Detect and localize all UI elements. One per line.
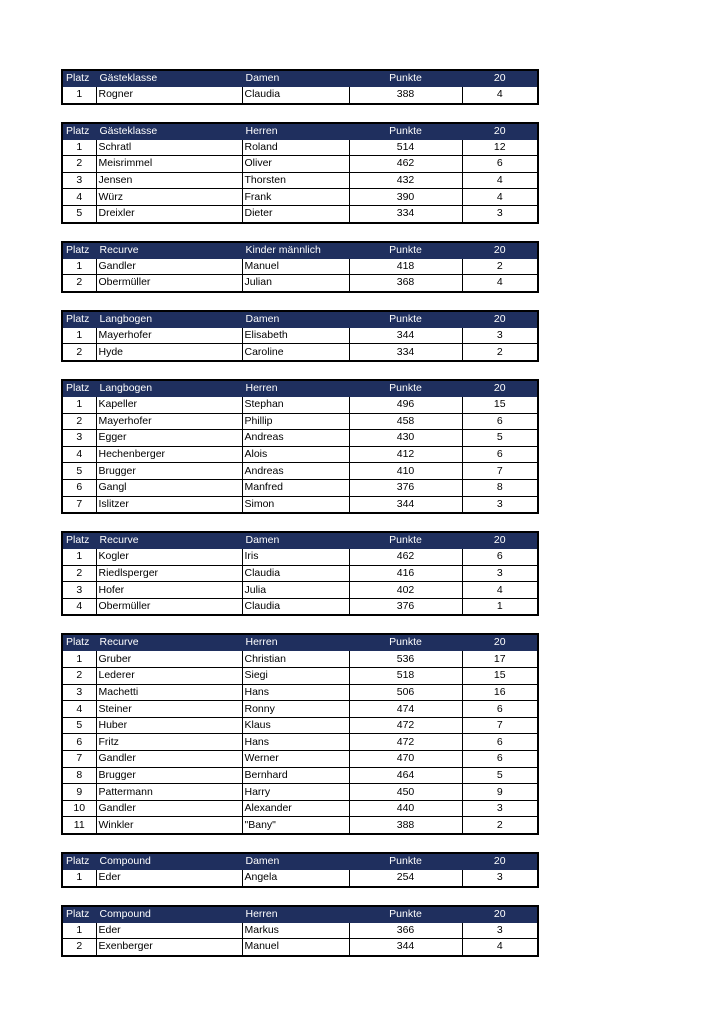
- first-name-cell: Ronny: [242, 701, 349, 718]
- count-header: 20: [462, 123, 538, 140]
- rank-cell: 11: [62, 817, 96, 834]
- last-name-cell: Obermüller: [96, 275, 242, 292]
- rank-cell: 7: [62, 751, 96, 768]
- results-table: [61, 852, 539, 888]
- count-header: 20: [462, 906, 538, 923]
- count-header: 20: [462, 853, 538, 870]
- last-name-cell: Gandler: [96, 751, 242, 768]
- first-name-cell: Harry: [242, 784, 349, 801]
- first-name-cell: Alois: [242, 446, 349, 463]
- table-header-row: [62, 380, 538, 397]
- last-name-cell: Eder: [96, 870, 242, 887]
- count-cell: 9: [462, 784, 538, 801]
- table-header-row: [62, 311, 538, 328]
- count-cell: 15: [462, 668, 538, 685]
- points-cell: 412: [349, 446, 462, 463]
- group-spacer: [61, 888, 537, 905]
- first-name-cell: Frank: [242, 189, 349, 206]
- table-row: [62, 817, 538, 834]
- points-cell: 418: [349, 258, 462, 275]
- points-header: Punkte: [349, 242, 462, 259]
- points-cell: 474: [349, 701, 462, 718]
- table-row: [62, 651, 538, 668]
- rank-cell: 8: [62, 767, 96, 784]
- table-row: [62, 582, 538, 599]
- points-header: Punkte: [349, 532, 462, 549]
- last-name-cell: Hyde: [96, 344, 242, 361]
- points-cell: 464: [349, 767, 462, 784]
- count-cell: 4: [462, 172, 538, 189]
- points-cell: 366: [349, 922, 462, 939]
- count-cell: 2: [462, 258, 538, 275]
- points-header: Punkte: [349, 311, 462, 328]
- table-row: [62, 139, 538, 156]
- count-cell: 3: [462, 565, 538, 582]
- table-row: [62, 684, 538, 701]
- rank-cell: 5: [62, 463, 96, 480]
- results-table: [61, 69, 539, 105]
- table-row: [62, 668, 538, 685]
- group-spacer: [61, 224, 537, 241]
- count-cell: 4: [462, 87, 538, 104]
- class-header: Damen: [242, 311, 349, 328]
- points-header: Punkte: [349, 380, 462, 397]
- class-header: Damen: [242, 70, 349, 87]
- table-row: [62, 430, 538, 447]
- points-cell: 472: [349, 734, 462, 751]
- first-name-cell: Elisabeth: [242, 327, 349, 344]
- table-row: [62, 189, 538, 206]
- points-header: Punkte: [349, 853, 462, 870]
- count-cell: 6: [462, 734, 538, 751]
- count-cell: 4: [462, 939, 538, 956]
- first-name-cell: Claudia: [242, 87, 349, 104]
- group-spacer: [61, 616, 537, 633]
- table-row: [62, 172, 538, 189]
- table-header-row: [62, 853, 538, 870]
- rank-cell: 1: [62, 549, 96, 566]
- count-cell: 6: [462, 156, 538, 173]
- last-name-cell: Pattermann: [96, 784, 242, 801]
- points-cell: 254: [349, 870, 462, 887]
- last-name-cell: Kapeller: [96, 396, 242, 413]
- table-row: [62, 205, 538, 222]
- platz-header: Platz: [62, 532, 96, 549]
- last-name-cell: Lederer: [96, 668, 242, 685]
- points-header: Punkte: [349, 906, 462, 923]
- platz-header: Platz: [62, 380, 96, 397]
- table-row: [62, 156, 538, 173]
- count-cell: 1: [462, 598, 538, 615]
- first-name-cell: Andreas: [242, 463, 349, 480]
- rank-cell: 3: [62, 430, 96, 447]
- last-name-cell: Obermüller: [96, 598, 242, 615]
- first-name-cell: Markus: [242, 922, 349, 939]
- group-spacer: [61, 105, 537, 122]
- rank-cell: 1: [62, 327, 96, 344]
- class-header: Herren: [242, 906, 349, 923]
- count-cell: 3: [462, 327, 538, 344]
- table-row: [62, 549, 538, 566]
- last-name-cell: Gangl: [96, 479, 242, 496]
- table-header-row: [62, 532, 538, 549]
- last-name-cell: Egger: [96, 430, 242, 447]
- points-cell: 462: [349, 156, 462, 173]
- last-name-cell: Brugger: [96, 767, 242, 784]
- points-cell: 462: [349, 549, 462, 566]
- rank-cell: 5: [62, 717, 96, 734]
- table-row: [62, 784, 538, 801]
- table-row: [62, 767, 538, 784]
- results-table: [61, 905, 539, 957]
- count-cell: 3: [462, 800, 538, 817]
- rank-cell: 3: [62, 582, 96, 599]
- first-name-cell: Julia: [242, 582, 349, 599]
- results-table: [61, 633, 539, 835]
- table-row: [62, 922, 538, 939]
- category-header: Langbogen: [96, 311, 242, 328]
- points-header: Punkte: [349, 70, 462, 87]
- points-cell: 518: [349, 668, 462, 685]
- group-spacer: [61, 362, 537, 379]
- table-row: [62, 939, 538, 956]
- count-cell: 3: [462, 205, 538, 222]
- category-header: Recurve: [96, 532, 242, 549]
- table-row: [62, 717, 538, 734]
- table-row: [62, 87, 538, 104]
- points-cell: 536: [349, 651, 462, 668]
- rank-cell: 6: [62, 479, 96, 496]
- rank-cell: 1: [62, 258, 96, 275]
- category-header: Gästeklasse: [96, 70, 242, 87]
- points-cell: 334: [349, 344, 462, 361]
- results-table: [61, 379, 539, 514]
- rank-cell: 9: [62, 784, 96, 801]
- points-cell: 496: [349, 396, 462, 413]
- class-header: Kinder männlich: [242, 242, 349, 259]
- last-name-cell: Jensen: [96, 172, 242, 189]
- first-name-cell: Claudia: [242, 598, 349, 615]
- count-cell: 6: [462, 413, 538, 430]
- class-header: Damen: [242, 853, 349, 870]
- platz-header: Platz: [62, 70, 96, 87]
- rank-cell: 4: [62, 446, 96, 463]
- last-name-cell: Winkler: [96, 817, 242, 834]
- count-cell: 2: [462, 817, 538, 834]
- count-cell: 6: [462, 549, 538, 566]
- first-name-cell: Manuel: [242, 939, 349, 956]
- table-row: [62, 701, 538, 718]
- category-header: Gästeklasse: [96, 123, 242, 140]
- count-cell: 7: [462, 717, 538, 734]
- last-name-cell: Hechenberger: [96, 446, 242, 463]
- first-name-cell: Werner: [242, 751, 349, 768]
- table-row: [62, 479, 538, 496]
- last-name-cell: Machetti: [96, 684, 242, 701]
- count-cell: 16: [462, 684, 538, 701]
- platz-header: Platz: [62, 123, 96, 140]
- rank-cell: 2: [62, 668, 96, 685]
- first-name-cell: Angela: [242, 870, 349, 887]
- last-name-cell: Hofer: [96, 582, 242, 599]
- platz-header: Platz: [62, 242, 96, 259]
- table-row: [62, 800, 538, 817]
- points-cell: 430: [349, 430, 462, 447]
- first-name-cell: Hans: [242, 734, 349, 751]
- last-name-cell: Mayerhofer: [96, 327, 242, 344]
- points-cell: 368: [349, 275, 462, 292]
- count-cell: 4: [462, 189, 538, 206]
- platz-header: Platz: [62, 311, 96, 328]
- first-name-cell: Bernhard: [242, 767, 349, 784]
- count-header: 20: [462, 242, 538, 259]
- rank-cell: 2: [62, 565, 96, 582]
- points-cell: 388: [349, 87, 462, 104]
- last-name-cell: Meisrimmel: [96, 156, 242, 173]
- count-cell: 3: [462, 496, 538, 513]
- count-cell: 3: [462, 922, 538, 939]
- first-name-cell: Iris: [242, 549, 349, 566]
- rank-cell: 10: [62, 800, 96, 817]
- table-row: [62, 258, 538, 275]
- count-cell: 5: [462, 430, 538, 447]
- count-cell: 6: [462, 751, 538, 768]
- count-cell: 3: [462, 870, 538, 887]
- count-header: 20: [462, 532, 538, 549]
- first-name-cell: Simon: [242, 496, 349, 513]
- results-table: [61, 241, 539, 293]
- last-name-cell: Exenberger: [96, 939, 242, 956]
- table-row: [62, 870, 538, 887]
- count-cell: 4: [462, 582, 538, 599]
- table-row: [62, 275, 538, 292]
- first-name-cell: Alexander: [242, 800, 349, 817]
- table-row: [62, 496, 538, 513]
- platz-header: Platz: [62, 906, 96, 923]
- last-name-cell: Fritz: [96, 734, 242, 751]
- results-table: [61, 531, 539, 616]
- results-table: [61, 122, 539, 224]
- last-name-cell: Huber: [96, 717, 242, 734]
- points-header: Punkte: [349, 634, 462, 651]
- class-header: Herren: [242, 634, 349, 651]
- count-header: 20: [462, 70, 538, 87]
- rank-cell: 1: [62, 922, 96, 939]
- points-cell: 458: [349, 413, 462, 430]
- rank-cell: 1: [62, 139, 96, 156]
- points-cell: 344: [349, 496, 462, 513]
- group-spacer: [61, 293, 537, 310]
- first-name-cell: Oliver: [242, 156, 349, 173]
- table-header-row: [62, 70, 538, 87]
- first-name-cell: Stephan: [242, 396, 349, 413]
- table-row: [62, 413, 538, 430]
- platz-header: Platz: [62, 634, 96, 651]
- count-cell: 2: [462, 344, 538, 361]
- last-name-cell: Brugger: [96, 463, 242, 480]
- table-header-row: [62, 906, 538, 923]
- category-header: Compound: [96, 853, 242, 870]
- rank-cell: 1: [62, 396, 96, 413]
- table-header-row: [62, 634, 538, 651]
- first-name-cell: Christian: [242, 651, 349, 668]
- count-cell: 7: [462, 463, 538, 480]
- rank-cell: 3: [62, 172, 96, 189]
- points-cell: 472: [349, 717, 462, 734]
- count-cell: 6: [462, 701, 538, 718]
- points-cell: 440: [349, 800, 462, 817]
- points-cell: 376: [349, 479, 462, 496]
- points-cell: 432: [349, 172, 462, 189]
- last-name-cell: Dreixler: [96, 205, 242, 222]
- count-header: 20: [462, 634, 538, 651]
- rank-cell: 3: [62, 684, 96, 701]
- first-name-cell: Phillip: [242, 413, 349, 430]
- count-cell: 4: [462, 275, 538, 292]
- class-header: Herren: [242, 380, 349, 397]
- category-header: Langbogen: [96, 380, 242, 397]
- count-header: 20: [462, 380, 538, 397]
- count-header: 20: [462, 311, 538, 328]
- first-name-cell: Siegi: [242, 668, 349, 685]
- points-cell: 416: [349, 565, 462, 582]
- group-spacer: [61, 514, 537, 531]
- rank-cell: 1: [62, 87, 96, 104]
- table-header-row: [62, 123, 538, 140]
- group-spacer: [61, 835, 537, 852]
- last-name-cell: Islitzer: [96, 496, 242, 513]
- count-cell: 5: [462, 767, 538, 784]
- category-header: Recurve: [96, 242, 242, 259]
- last-name-cell: Gandler: [96, 800, 242, 817]
- first-name-cell: "Bany": [242, 817, 349, 834]
- last-name-cell: Steiner: [96, 701, 242, 718]
- first-name-cell: Manfred: [242, 479, 349, 496]
- table-row: [62, 327, 538, 344]
- first-name-cell: Caroline: [242, 344, 349, 361]
- rank-cell: 1: [62, 870, 96, 887]
- table-row: [62, 751, 538, 768]
- points-cell: 344: [349, 327, 462, 344]
- first-name-cell: Klaus: [242, 717, 349, 734]
- rank-cell: 2: [62, 275, 96, 292]
- count-cell: 15: [462, 396, 538, 413]
- points-cell: 334: [349, 205, 462, 222]
- class-header: Damen: [242, 532, 349, 549]
- points-header: Punkte: [349, 123, 462, 140]
- rank-cell: 2: [62, 413, 96, 430]
- table-row: [62, 446, 538, 463]
- first-name-cell: Claudia: [242, 565, 349, 582]
- points-cell: 410: [349, 463, 462, 480]
- last-name-cell: Rogner: [96, 87, 242, 104]
- last-name-cell: Würz: [96, 189, 242, 206]
- points-cell: 514: [349, 139, 462, 156]
- first-name-cell: Hans: [242, 684, 349, 701]
- rank-cell: 1: [62, 651, 96, 668]
- points-cell: 376: [349, 598, 462, 615]
- first-name-cell: Roland: [242, 139, 349, 156]
- platz-header: Platz: [62, 853, 96, 870]
- last-name-cell: Schratl: [96, 139, 242, 156]
- count-cell: 17: [462, 651, 538, 668]
- rank-cell: 2: [62, 156, 96, 173]
- rank-cell: 6: [62, 734, 96, 751]
- rank-cell: 2: [62, 939, 96, 956]
- category-header: Recurve: [96, 634, 242, 651]
- table-row: [62, 565, 538, 582]
- last-name-cell: Gruber: [96, 651, 242, 668]
- results-sheet: [61, 69, 537, 957]
- class-header: Herren: [242, 123, 349, 140]
- table-row: [62, 463, 538, 480]
- results-table: [61, 310, 539, 362]
- count-cell: 8: [462, 479, 538, 496]
- points-cell: 388: [349, 817, 462, 834]
- first-name-cell: Thorsten: [242, 172, 349, 189]
- points-cell: 402: [349, 582, 462, 599]
- last-name-cell: Kogler: [96, 549, 242, 566]
- table-row: [62, 734, 538, 751]
- table-row: [62, 598, 538, 615]
- first-name-cell: Andreas: [242, 430, 349, 447]
- points-cell: 344: [349, 939, 462, 956]
- points-cell: 506: [349, 684, 462, 701]
- first-name-cell: Manuel: [242, 258, 349, 275]
- rank-cell: 4: [62, 598, 96, 615]
- table-header-row: [62, 242, 538, 259]
- last-name-cell: Mayerhofer: [96, 413, 242, 430]
- rank-cell: 4: [62, 189, 96, 206]
- first-name-cell: Julian: [242, 275, 349, 292]
- rank-cell: 4: [62, 701, 96, 718]
- points-cell: 390: [349, 189, 462, 206]
- rank-cell: 7: [62, 496, 96, 513]
- count-cell: 6: [462, 446, 538, 463]
- rank-cell: 2: [62, 344, 96, 361]
- table-row: [62, 396, 538, 413]
- points-cell: 450: [349, 784, 462, 801]
- count-cell: 12: [462, 139, 538, 156]
- first-name-cell: Dieter: [242, 205, 349, 222]
- last-name-cell: Eder: [96, 922, 242, 939]
- category-header: Compound: [96, 906, 242, 923]
- last-name-cell: Riedlsperger: [96, 565, 242, 582]
- points-cell: 470: [349, 751, 462, 768]
- table-row: [62, 344, 538, 361]
- last-name-cell: Gandler: [96, 258, 242, 275]
- rank-cell: 5: [62, 205, 96, 222]
